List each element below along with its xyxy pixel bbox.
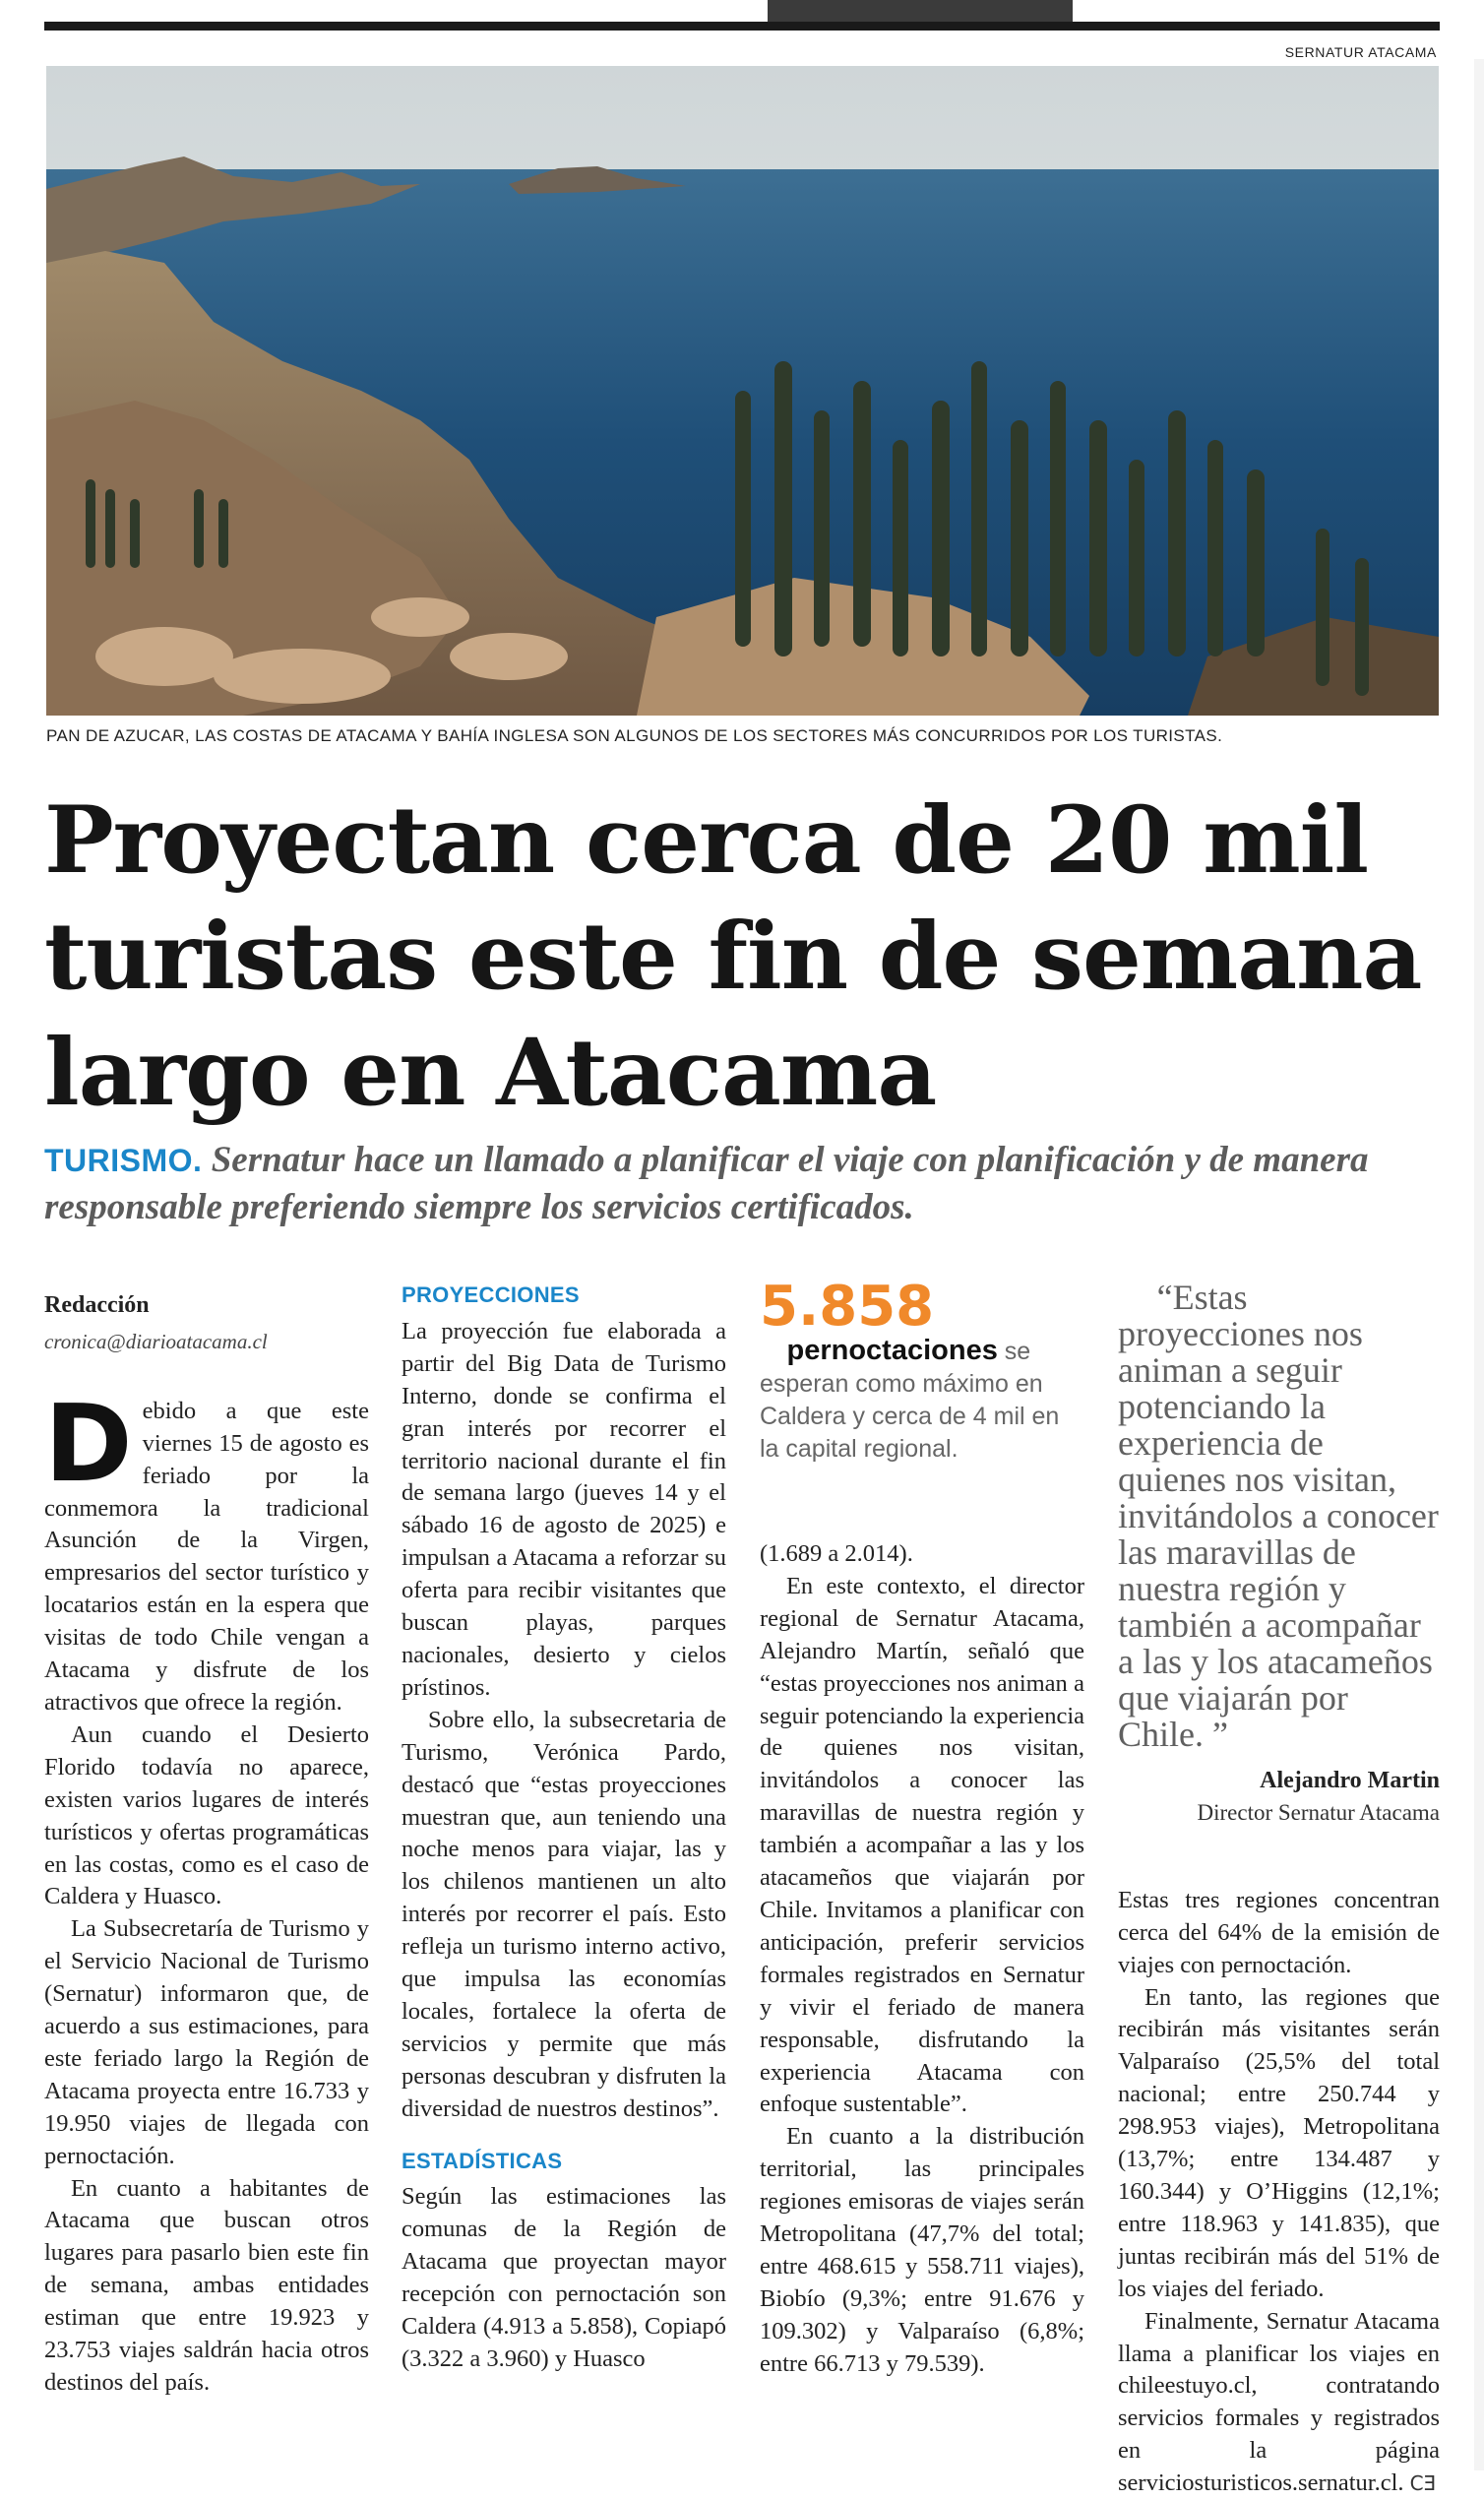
section-kicker: TURISMO. [44,1143,203,1178]
paragraph: En cuanto a habitantes de Atacama que buscan otros lugares para pasarlo bien este fin de semana, ambas entidades estiman que entre 19.923 y 23.753 viajes saldrán hacia otros destinos del país. [44,2174,369,2396]
article-column-2 [402,1280,726,2376]
byline-email[interactable]: cronica@diarioatacama.cl [44,1329,268,1353]
paragraph: Estas tres regiones concentran cerca del 64% de la emisión de viajes con pernoctación. [1118,1886,1440,1978]
headline [44,782,1442,1131]
paragraph: Según las estimaciones las comunas de la Región de Atacama que proyectan mayor recepción con pernoctación son Caldera (4.913 a 5.858), Copiapó (3.322 a 3.960) y Huasco [402,2183,726,2372]
paragraph: En tanto, las regiones que recibirán más visitantes serán Valparaíso (25,5% del total nacional; entre 250.744 y 298.953 viajes), Metropolitana (13,7%; entre 134.487 y 160.344) y O’Higgins (12,1%; entre 118.963 y 141.835), que juntas recibirán más del 51% de los viajes del feriado. [1118,1983,1440,2302]
photo-caption: PAN DE AZUCAR, LAS COSTAS DE ATACAMA Y BAHÍA INGLESA SON ALGUNOS DE LOS SECTORES MÁS CONCURRIDOS POR LOS TURISTAS. [46,726,1223,745]
subheading-proyecciones: PROYECCIONES [402,1282,580,1307]
paragraph: En cuanto a la distribución territorial, las principales regiones emisoras de viajes serán Metropolitana (47,7% del total; entre 468.615 y 558.711 viajes), Biobío (9,3%; entre 91.676 y 109.302) y Valparaíso (6,8%; entre 66.713 y 79.539). [760,2123,1084,2377]
end-mark-icon: CƎ [1409,2471,1437,2496]
photo-credit: SERNATUR ATACAMA [1284,44,1437,60]
deck-text: Sernatur hace un llamado a planificar el viaje con planificación y de manera responsable preferiendo siempre los servicios certificados. [44,1140,1369,1227]
stat-bold-label: pernoctaciones [786,1335,998,1366]
stat-text: se esperan como máximo en Caldera y cerca de 4 mil en la capital regional. [760,1338,1060,1463]
stat-number: 5.858 [760,1275,935,1339]
paragraph: La Subsecretaría de Turismo y el Servicio Nacional de Turismo (Sernatur) informaron que, de acuerdo a sus estimaciones, para este feriado largo la Región de Atacama proyecta entre 16.733 y 19.950 viajes de llegada con pernoctación. [44,1915,369,2169]
paragraph: En este contexto, el director regional de Sernatur Atacama, Alejandro Martín, señaló que “estas proyecciones nos animan a seguir potenciando la experiencia de quienes nos visitan, invitándolos a conocer las maravillas de nuestra región y también a acompañar a las y los atacameños que viajarán por Chile. Invitamos a planificar con anticipación, preferir servicios formales registrados en Sernatur y vivir el feriado de manera responsable, disfrutando la experiencia Atacama con enfoque sustentable”. [760,1572,1084,2118]
article-photo-coastline-cacti [46,66,1439,716]
article-column-1 [44,1280,369,2400]
drop-cap: D [44,1382,133,1506]
subheading-estadisticas: ESTADÍSTICAS [402,2148,563,2173]
article-column-4 [1118,1280,1440,2500]
paragraph [1118,2306,1440,2500]
paragraph: La proyección fue elaborada a partir del Big Data de Turismo Interno, donde se confirma el gran interés por recorrer el territorio nacional durante el fin de semana largo (jueves 14 y el sábado 16 de agosto de 2025) e impulsan a Atacama a reforzar su oferta para recibir visitantes que buscan playas, parques nacionales, desierto y cielos prístinos. [402,1317,726,1701]
byline-author: Redacción [44,1292,150,1318]
headline-line-2: turistas este fin de semana [44,903,1422,1011]
paragraph: (1.689 a 2.014). [760,1540,913,1567]
pull-quote-role: Director Sernatur Atacama [1197,1799,1440,1825]
pull-quote-name: Alejandro Martin [1260,1768,1440,1793]
stat-description [760,1335,1084,1466]
adjacent-page-edge [1474,59,1484,2470]
paragraph-text: Finalmente, Sernatur Atacama llama a planificar los viajes en chileestuyo.cl, contratando servicios formales y registrados en la página serviciosturisticos.sernatur.cl. [1118,2307,1440,2497]
previous-article-photo-edge [768,0,1073,22]
paragraph: ebido a que este viernes 15 de agosto es feriado por la conmemora la tradicional Asunción de la Virgen, empresarios del sector turístico y locatarios están en la espera que visitas de todo Chile vengan a Atacama y disfrute de los atractivos que ofrece la región. [44,1397,369,1716]
headline-line-3: largo en Atacama [44,1019,937,1127]
pull-quote: “Estas proyecciones nos animan a seguir potenciando la experiencia de quienes nos visitan, invitándolos a conocer las maravillas de nuestra región y también a acompañar a las y los atacameños que viajarán por Chile. ” [1118,1278,1439,1754]
deck [44,1137,1442,1231]
paragraph: Aun cuando el Desierto Florido todavía no aparece, existen varios lugares de interés turísticos y ofertas programáticas en las costas, como es el caso de Caldera y Huasco. [44,1720,369,1910]
top-divider-rule [44,22,1440,31]
article-column-3 [760,1275,1084,2381]
headline-line-1: Proyectan cerca de 20 mil [44,786,1369,895]
paragraph: Sobre ello, la subsecretaria de Turismo, Verónica Pardo, destacó que “estas proyecciones muestran que, aun teniendo una noche menos para viajar, las y los chilenos mantienen un alto interés por recorrer el país. Esto refleja un turismo interno activo, que impulsa las economías locales, fortalece la oferta de servicios y permite que más personas descubran y disfruten la diversidad de nuestros destinos”. [402,1706,726,2122]
